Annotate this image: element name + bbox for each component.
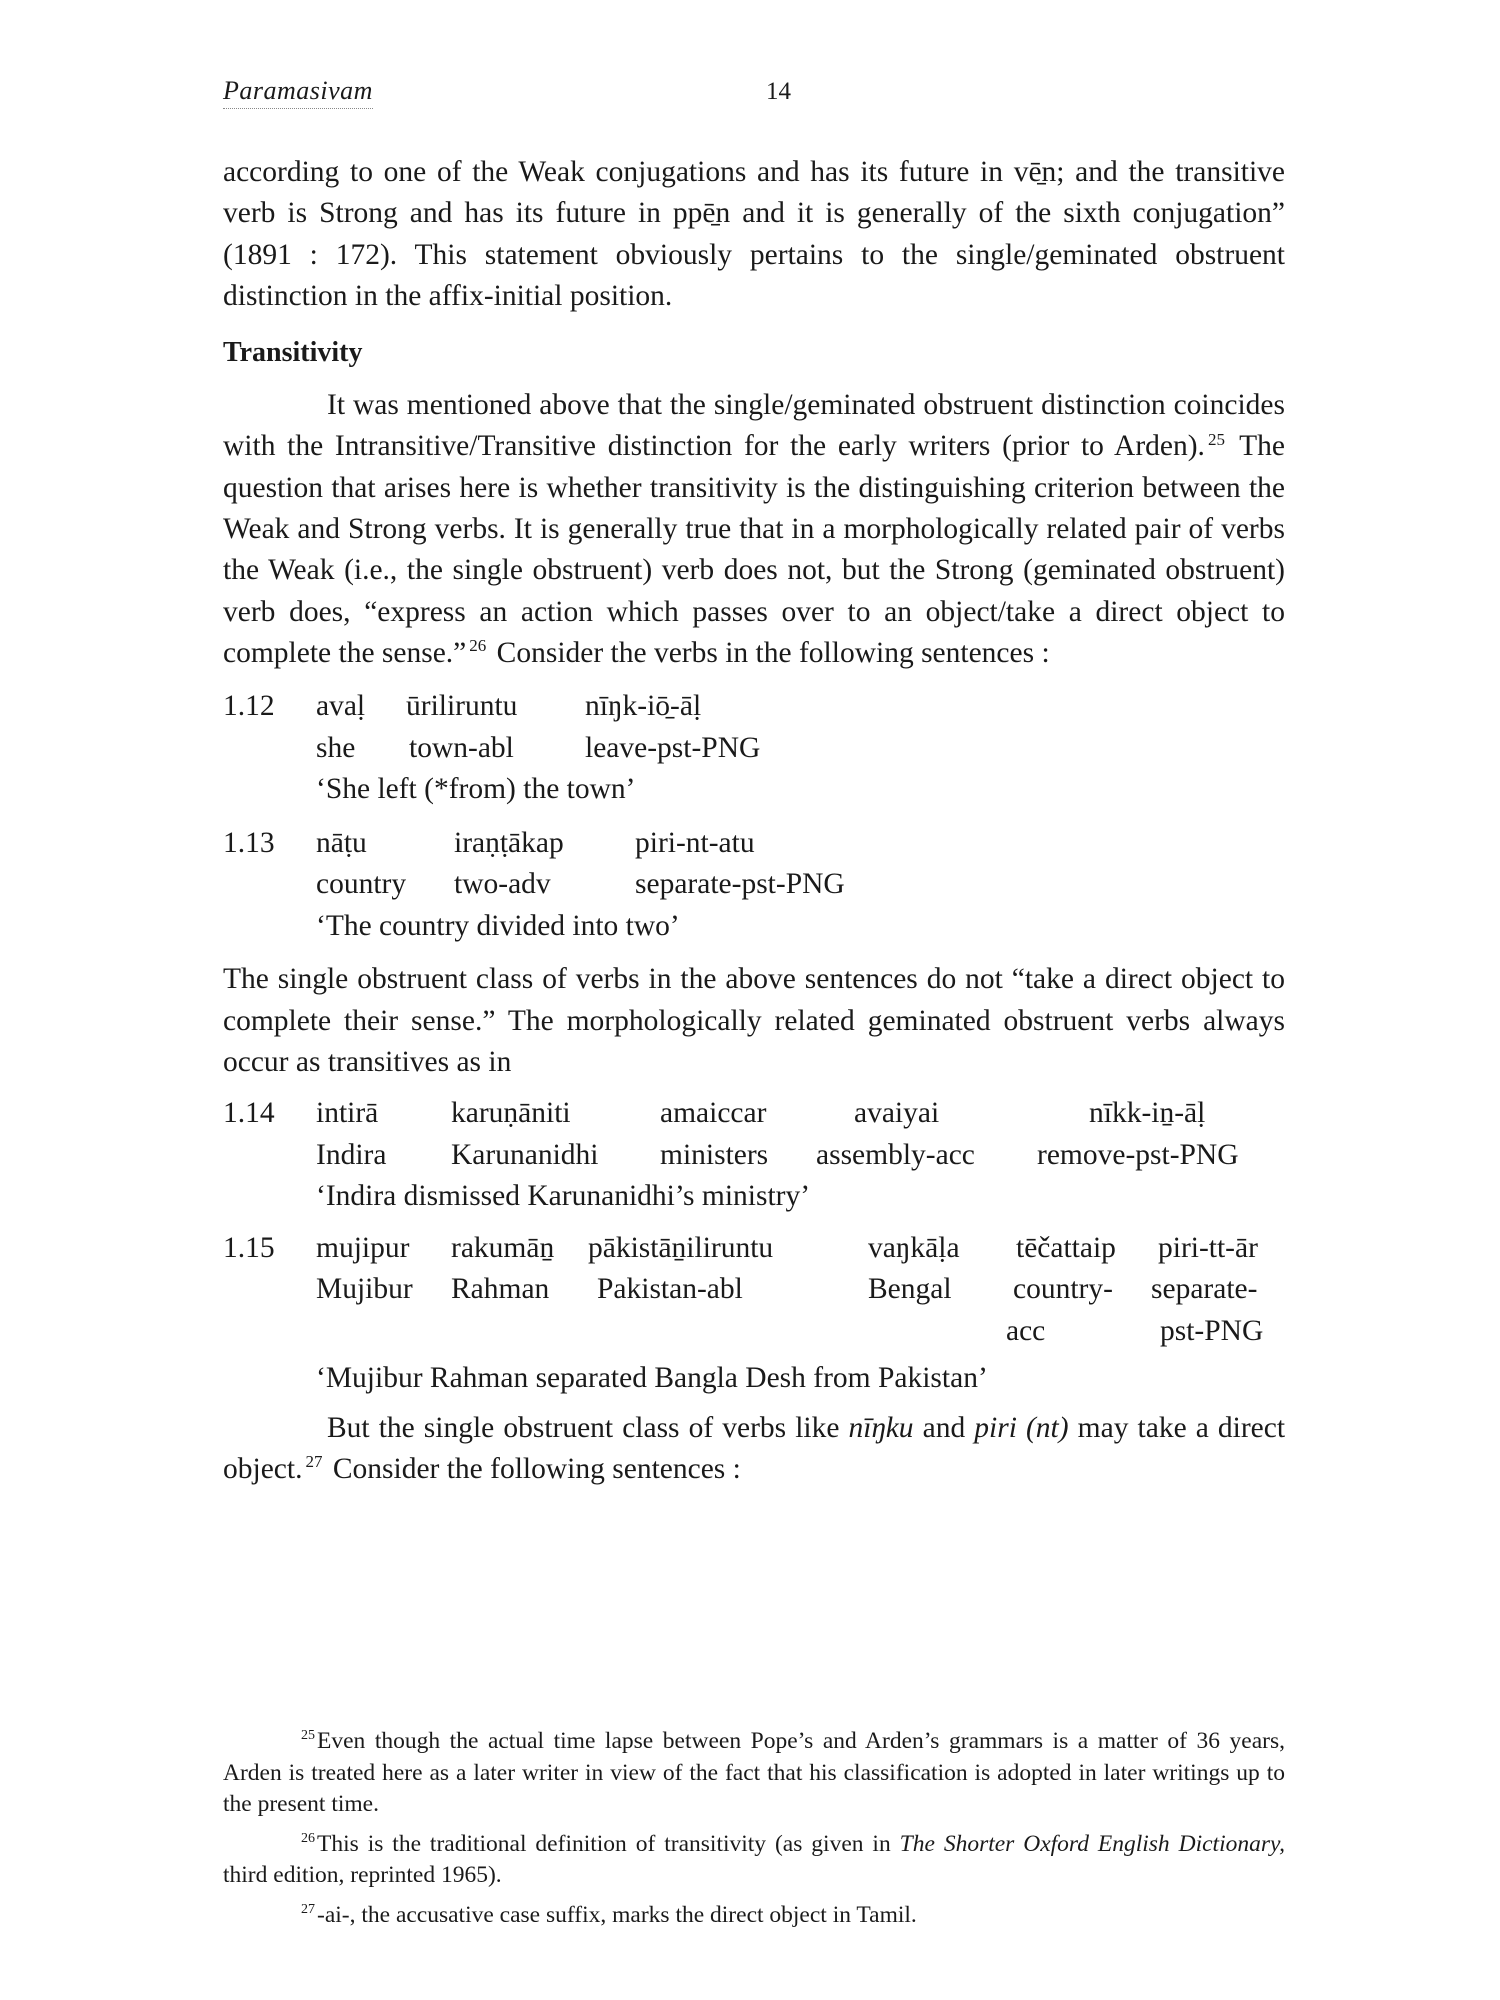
footnote-27: $^{27}$-ai-, the accusative case suffix, marks the direct object in Tamil. bbox=[301, 1901, 917, 1928]
tamil-line: intirā karuṇāniti amaiccar avaiyai nīkk-iṉ-āḷ bbox=[316, 1097, 1206, 1130]
paragraph-1: according to one of the Weak conjugations and has its future in vē̱n; and the transitive verb is Strong and has its future in ppē̱n and it is generally of the sixth conjugation” (1891 : 172). This statement obviously pertains to the single/geminated obstruent distinction in the affix-initial position. bbox=[223, 156, 1285, 312]
paragraph-2: It was mentioned above that the single/geminated obstruent distinction coincides with the Intransitive/Transitive distinction for the early writers (prior to Arden). $^{25}$ The question that arises here is whether transitivity is the distinguishing criterion between the Weak and Strong verbs. It is generally true that in a morphologically related pair of verbs the Weak (i.e., the single obstruent) verb does not, but the Strong (geminated obstruent) verb does, “express an action which passes over to an object/take a direct object to complete the sense.” $^{26}$ Consider the verbs in the following sentences : bbox=[223, 389, 1285, 669]
footnote-ref-26: 26 bbox=[469, 636, 487, 656]
paragraph-4: But the single obstruent class of verbs like nīŋku and piri (nt) may take a direct object. $^{27}$ Consider the following sentences : bbox=[223, 1411, 1286, 1485]
translation-line: ‘The country divided into two’ bbox=[316, 909, 680, 942]
example-1-12 bbox=[223, 686, 1285, 811]
tamil-line: nāṭu iraṇṭākap piri-nt-atu bbox=[316, 826, 755, 859]
example-number: 1.13 bbox=[223, 826, 275, 859]
section-heading: Transitivity bbox=[223, 337, 363, 369]
footnote-ref-27: 27 bbox=[305, 1452, 323, 1472]
footnote-26: $^{26}$This is the traditional definition of transitivity (as given in The Shorter Oxford English Dictionary, third edition, reprinted 1965). bbox=[223, 1830, 1286, 1888]
gloss-line: she town-abl leave-pst-PNG bbox=[316, 731, 761, 764]
author-name: Paramasivam bbox=[223, 76, 373, 109]
example-number: 1.14 bbox=[223, 1097, 275, 1130]
main-text bbox=[223, 152, 1285, 1490]
gloss-line: Mujibur Rahman Pakistan-abl Bengal country- separate- bbox=[316, 1273, 1258, 1306]
gloss-line-2: acc pst-PNG bbox=[1006, 1314, 1264, 1347]
footnote-ref-25: 25 bbox=[1207, 429, 1225, 449]
footnote-25: $^{25}$Even though the actual time lapse between Pope’s and Arden’s grammars is a matter of 36 years, Arden is treated here as a later writer in view of the fact that his classification is adopted in later writings up to the present time. bbox=[223, 1728, 1285, 1817]
gloss-line: country two-adv separate-pst-PNG bbox=[316, 868, 845, 901]
running-header bbox=[223, 76, 1277, 116]
example-1-14 bbox=[223, 1093, 1285, 1218]
paragraph-3: The single obstruent class of verbs in the above sentences do not “take a direct object to complete their sense.” The morphologically related geminated obstruent verbs always occur as transitives as in bbox=[223, 963, 1285, 1078]
footnotes bbox=[223, 1726, 1285, 1939]
example-number: 1.12 bbox=[223, 690, 275, 723]
translation-line: ‘Indira dismissed Karunanidhi’s ministry’ bbox=[316, 1180, 811, 1213]
tamil-line: avaḷ ūriliruntu nīŋk-iō̱-āḷ bbox=[316, 690, 702, 723]
page-number: 14 bbox=[766, 78, 791, 105]
tamil-line: mujipur rakumāṉ pākistāṉiliruntu vaŋkāḷa tēčattaip piri-tt-ār bbox=[316, 1231, 1258, 1264]
translation-line: ‘Mujibur Rahman separated Bangla Desh from Pakistan’ bbox=[316, 1362, 988, 1395]
gloss-line: Indira Karunanidhi ministers assembly-acc remove-pst-PNG bbox=[316, 1138, 1239, 1171]
example-number: 1.15 bbox=[223, 1231, 275, 1264]
example-1-13 bbox=[223, 823, 1285, 948]
example-1-15 bbox=[223, 1228, 1285, 1400]
translation-line: ‘She left (*from) the town’ bbox=[316, 773, 636, 806]
